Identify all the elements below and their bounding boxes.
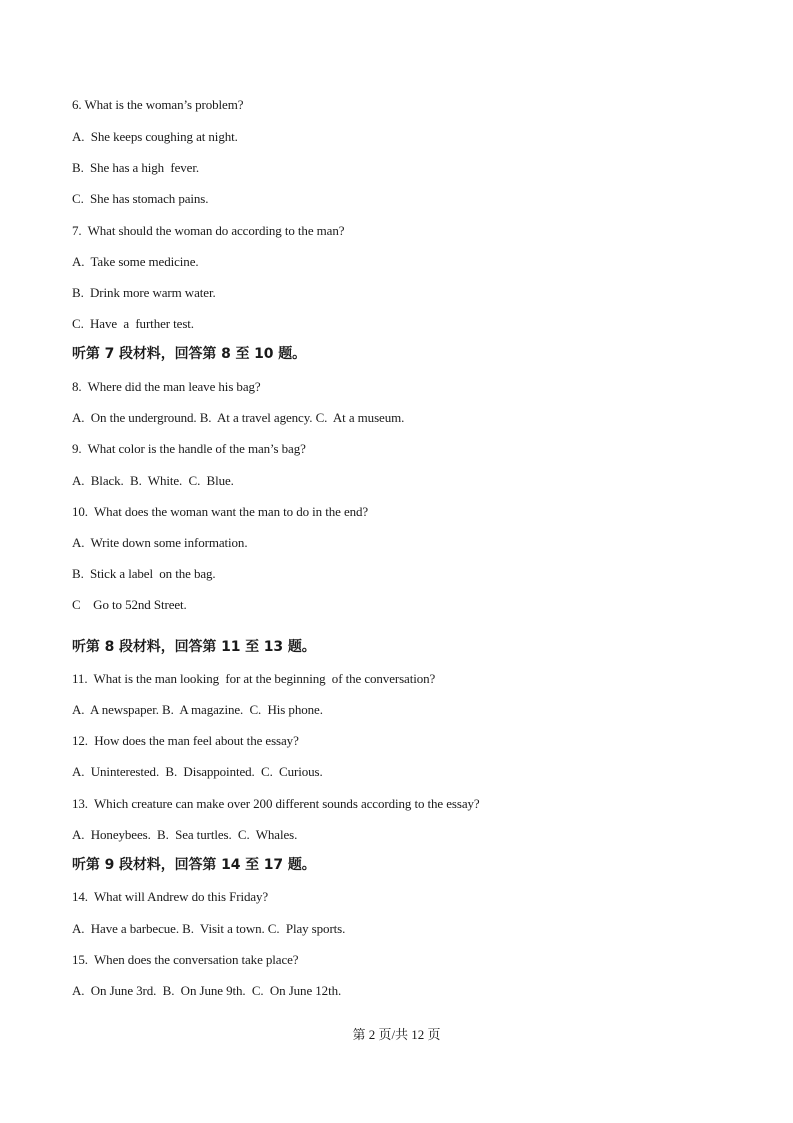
- section-heading-9: 听第 9 段材料，回答第 14 至 17 题。: [72, 857, 316, 873]
- question-13: 13. Which creature can make over 200 different sounds according to the essay?: [72, 796, 480, 811]
- q9-options: A. Black. B. White. C. Blue.: [72, 473, 234, 488]
- q10-option-c: C Go to 52nd Street.: [72, 597, 187, 612]
- q8-options: A. On the underground. B. At a travel agency. C. At a museum.: [72, 410, 405, 425]
- q6-option-a: A. She keeps coughing at night.: [72, 129, 238, 144]
- section-heading-7: 听第 7 段材料，回答第 8 至 10 题。: [72, 346, 307, 362]
- q12-options: A. Uninterested. B. Disappointed. C. Curious.: [72, 764, 323, 779]
- q14-options: A. Have a barbecue. B. Visit a town. C. Play sports.: [72, 921, 346, 936]
- q11-options: A. A newspaper. B. A magazine. C. His phone.: [72, 702, 323, 717]
- q7-option-b: B. Drink more warm water.: [72, 285, 216, 300]
- question-10: 10. What does the woman want the man to do in the end?: [72, 504, 369, 519]
- q13-options: A. Honeybees. B. Sea turtles. C. Whales.: [72, 827, 298, 842]
- question-8: 8. Where did the man leave his bag?: [72, 379, 261, 394]
- q10-option-b: B. Stick a label on the bag.: [72, 566, 216, 581]
- page-number-footer: 第 2 页/共 12 页: [352, 1027, 441, 1042]
- question-9: 9. What color is the handle of the man’s bag?: [72, 441, 306, 456]
- section-heading-8: 听第 8 段材料，回答第 11 至 13 题。: [72, 639, 316, 655]
- question-15: 15. When does the conversation take place?: [72, 952, 299, 967]
- question-7: 7. What should the woman do according to the man?: [72, 223, 345, 238]
- q10-option-a: A. Write down some information.: [72, 535, 248, 550]
- question-12: 12. How does the man feel about the essay?: [72, 733, 299, 748]
- question-11: 11. What is the man looking for at the beginning of the conversation?: [72, 671, 436, 686]
- q6-option-c: C. She has stomach pains.: [72, 191, 209, 206]
- q15-options: A. On June 3rd. B. On June 9th. C. On June 12th.: [72, 983, 342, 998]
- question-14: 14. What will Andrew do this Friday?: [72, 889, 269, 904]
- q7-option-a: A. Take some medicine.: [72, 254, 199, 269]
- q7-option-c: C. Have a further test.: [72, 316, 194, 331]
- q6-option-b: B. She has a high fever.: [72, 160, 200, 175]
- question-6: 6. What is the woman’s problem?: [72, 97, 244, 112]
